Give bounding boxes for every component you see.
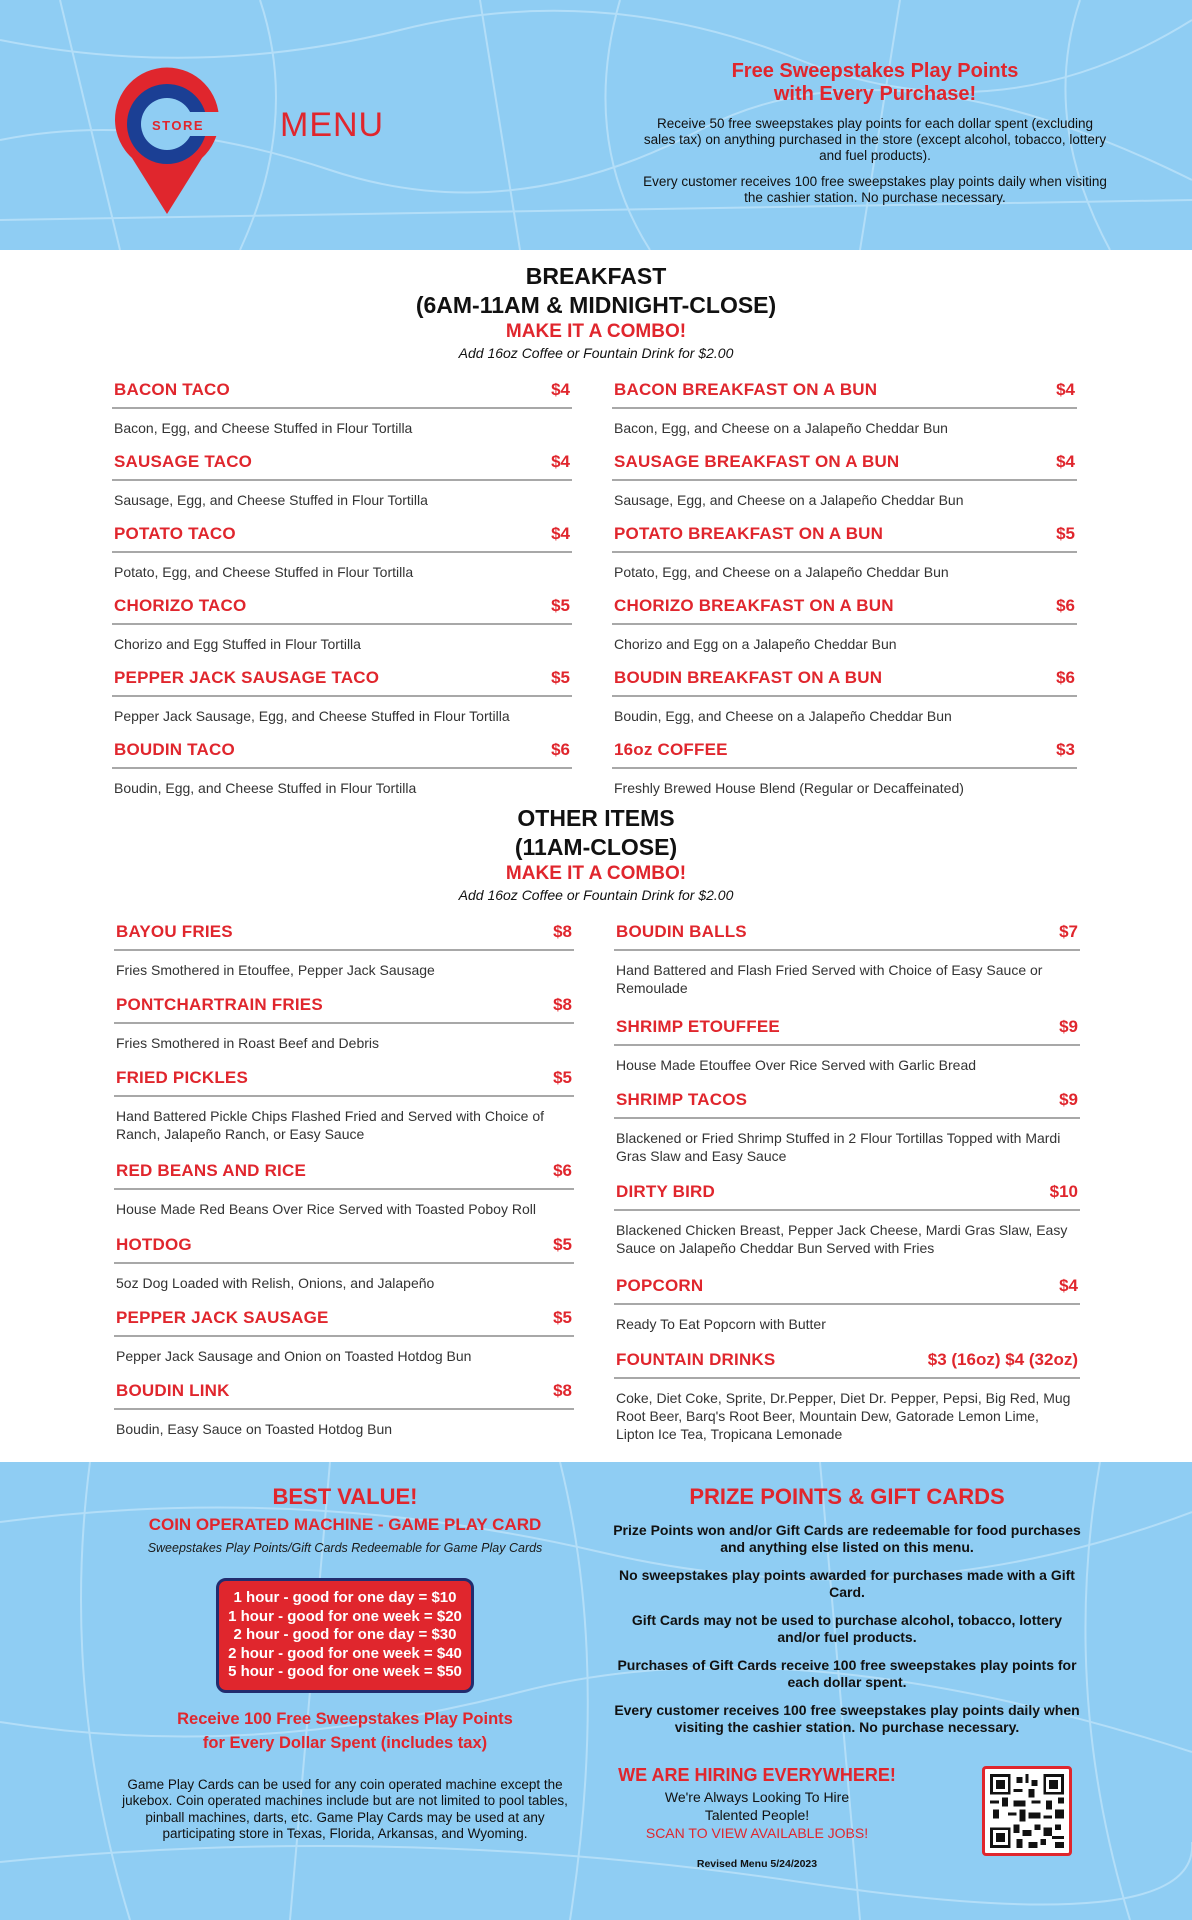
menu-item bbox=[614, 1182, 1080, 1276]
item-price: $4 bbox=[1056, 452, 1075, 471]
item-name: RED BEANS AND RICE bbox=[116, 1161, 306, 1180]
combo-heading: MAKE IT A COMBO! bbox=[505, 863, 687, 884]
item-name: POTATO BREAKFAST ON A BUN bbox=[614, 524, 884, 543]
item-name: FRIED PICKLES bbox=[116, 1068, 249, 1087]
item-price: $5 bbox=[551, 596, 570, 615]
item-price: $9 bbox=[1059, 1090, 1078, 1109]
hiring-heading: WE ARE HIRING EVERYWHERE! bbox=[618, 1765, 896, 1785]
revised-date: Revised Menu 5/24/2023 bbox=[696, 1858, 818, 1870]
item-description: Boudin, Egg, and Cheese Stuffed in Flour Tortilla bbox=[114, 780, 417, 796]
item-price: $6 bbox=[1056, 596, 1075, 615]
promo-title-line-1: Free Sweepstakes Play Points bbox=[731, 60, 1019, 82]
price-line: 1 hour - good for one week = $20 bbox=[228, 1607, 462, 1625]
item-description: Chorizo and Egg on a Jalapeño Cheddar Bun bbox=[614, 636, 897, 652]
menu-item bbox=[612, 452, 1077, 524]
menu-item bbox=[114, 1308, 574, 1381]
item-name: SHRIMP TACOS bbox=[616, 1090, 748, 1109]
prize-points-block bbox=[612, 1484, 1082, 1735]
item-description: House Made Etouffee Over Rice Served with Garlic Bread bbox=[616, 1057, 977, 1073]
item-name: FOUNTAIN DRINKS bbox=[616, 1350, 776, 1369]
item-name: SHRIMP ETOUFFEE bbox=[616, 1017, 780, 1036]
price-line: 1 hour - good for one day = $10 bbox=[233, 1589, 457, 1606]
menu-item bbox=[112, 596, 572, 668]
item-price: $3 bbox=[1056, 740, 1075, 759]
menu-item bbox=[114, 922, 574, 995]
item-price: $6 bbox=[1056, 668, 1075, 687]
menu-item bbox=[612, 668, 1077, 740]
qr-code-icon[interactable] bbox=[982, 1766, 1072, 1856]
item-name: BACON TACO bbox=[114, 380, 230, 399]
section-title: OTHER ITEMS bbox=[517, 805, 675, 831]
menu-item bbox=[112, 740, 572, 812]
other-left-column bbox=[114, 922, 574, 1454]
item-description: Pepper Jack Sausage, Egg, and Cheese Stuffed in Flour Tortilla bbox=[114, 708, 510, 724]
item-name: PONTCHARTRAIN FRIES bbox=[116, 995, 323, 1014]
item-description: Boudin, Egg, and Cheese on a Jalapeño Cheddar Bun bbox=[614, 708, 952, 724]
section-hours: (6AM-11AM & MIDNIGHT-CLOSE) bbox=[415, 292, 777, 318]
menu-item bbox=[614, 1276, 1080, 1350]
menu-item bbox=[614, 1350, 1080, 1443]
item-name: BAYOU FRIES bbox=[116, 922, 233, 941]
item-price: $9 bbox=[1059, 1017, 1078, 1036]
menu-item bbox=[614, 1017, 1080, 1090]
prize-points-text-2: No sweepstakes play points awarded for purchases made with a Gift Card. bbox=[619, 1567, 1075, 1600]
best-value-heading: BEST VALUE! bbox=[272, 1484, 418, 1509]
menu-item bbox=[114, 1381, 574, 1454]
item-price: $8 bbox=[553, 922, 572, 941]
menu-item bbox=[612, 380, 1077, 452]
c-store-logo bbox=[112, 66, 222, 216]
menu-item bbox=[114, 1161, 574, 1235]
item-description: Fries Smothered in Roast Beef and Debris bbox=[116, 1035, 380, 1051]
prize-points-text-4: Purchases of Gift Cards receive 100 free sweepstakes play points for each dollar spent. bbox=[617, 1657, 1077, 1690]
item-name: BOUDIN BALLS bbox=[616, 922, 747, 941]
logo-text: STORE bbox=[152, 118, 205, 133]
item-description: Pepper Jack Sausage and Onion on Toasted Hotdog Bun bbox=[116, 1348, 472, 1364]
menu-item bbox=[614, 1090, 1080, 1182]
item-price: $4 bbox=[1056, 380, 1075, 399]
item-description: Bacon, Egg, and Cheese on a Jalapeño Cheddar Bun bbox=[614, 420, 948, 436]
promo-title-line-2: with Every Purchase! bbox=[773, 83, 977, 105]
menu-item bbox=[612, 740, 1077, 812]
item-name: DIRTY BIRD bbox=[616, 1182, 715, 1201]
item-description: Ready To Eat Popcorn with Butter bbox=[616, 1316, 826, 1332]
hiring-text-2: Talented People! bbox=[704, 1807, 810, 1823]
game-card-terms: Game Play Cards can be used for any coin operated machine except the jukebox. Coin operated machines include but are not limited to pool tables, pinball machines, darts, etc. Game Play Cards may be used at any participating store in Texas, Florida, Arkansas, and Wyoming. bbox=[122, 1776, 568, 1841]
menu-item bbox=[112, 668, 572, 740]
price-line: 5 hour - good for one week = $50 bbox=[228, 1663, 462, 1680]
price-line: 2 hour - good for one week = $40 bbox=[228, 1644, 462, 1662]
item-name: HOTDOG bbox=[116, 1235, 192, 1254]
menu-item bbox=[112, 524, 572, 596]
item-name: BOUDIN LINK bbox=[116, 1381, 230, 1400]
coin-machine-subtitle: Sweepstakes Play Points/Gift Cards Redeemable for Game Play Cards bbox=[147, 1541, 543, 1555]
game-card-price-box bbox=[216, 1578, 474, 1693]
item-price: $10 bbox=[1049, 1182, 1078, 1201]
item-description: Hand Battered and Flash Fried Served with Choice of Easy Sauce or Remoulade bbox=[616, 962, 1043, 996]
item-name: BOUDIN TACO bbox=[114, 740, 235, 759]
menu-item bbox=[112, 452, 572, 524]
menu-item bbox=[114, 1068, 574, 1161]
menu-item bbox=[612, 596, 1077, 668]
item-price: $4 bbox=[1059, 1276, 1078, 1295]
menu-title: MENU bbox=[280, 106, 385, 144]
combo-note: Add 16oz Coffee or Fountain Drink for $2.00 bbox=[458, 887, 734, 903]
section-title: BREAKFAST bbox=[525, 263, 667, 289]
other-items-header bbox=[0, 804, 1192, 904]
scan-jobs-link[interactable]: SCAN TO VIEW AVAILABLE JOBS! bbox=[645, 1825, 869, 1841]
item-price: $4 bbox=[551, 452, 570, 471]
receive-points-line-2: for Every Dollar Spent (includes tax) bbox=[202, 1733, 488, 1752]
item-name: BOUDIN BREAKFAST ON A BUN bbox=[614, 668, 883, 687]
prize-points-text-3: Gift Cards may not be used to purchase alcohol, tobacco, lottery and/or fuel products. bbox=[631, 1612, 1063, 1645]
item-name: CHORIZO BREAKFAST ON A BUN bbox=[614, 596, 894, 615]
item-price: $4 bbox=[551, 524, 570, 543]
receive-points-line-1: Receive 100 Free Sweepstakes Play Points bbox=[177, 1709, 513, 1728]
coin-machine-heading: COIN OPERATED MACHINE - GAME PLAY CARD bbox=[148, 1515, 542, 1534]
promo-text-1: Receive 50 free sweepstakes play points for each dollar spent (excluding sales tax) on anything purchased in the store (except alcohol, tobacco, lottery and fuel products). bbox=[643, 116, 1107, 163]
game-play-card-block bbox=[110, 1484, 580, 1843]
item-description: Potato, Egg, and Cheese Stuffed in Flour Tortilla bbox=[114, 564, 414, 580]
hiring-block bbox=[612, 1764, 902, 1870]
item-price: $6 bbox=[551, 740, 570, 759]
item-description: Sausage, Egg, and Cheese Stuffed in Flour Tortilla bbox=[114, 492, 428, 508]
item-name: SAUSAGE TACO bbox=[114, 452, 253, 471]
item-price: $5 bbox=[553, 1308, 572, 1327]
item-name: CHORIZO TACO bbox=[114, 596, 247, 615]
header-banner bbox=[0, 0, 1192, 250]
item-name: POTATO TACO bbox=[114, 524, 236, 543]
item-price: $4 bbox=[551, 380, 570, 399]
item-description: Coke, Diet Coke, Sprite, Dr.Pepper, Diet Dr. Pepper, Pepsi, Big Red, Mug Root Beer, Barq's Root Beer, Mountain Dew, Gatorade Lemon Lime, Lipton Ice Tea, Tropicana Lemonade bbox=[616, 1390, 1071, 1442]
prize-points-heading: PRIZE POINTS & GIFT CARDS bbox=[689, 1484, 1005, 1509]
item-price: $5 bbox=[1056, 524, 1075, 543]
breakfast-right-column bbox=[612, 380, 1077, 812]
item-description: House Made Red Beans Over Rice Served with Toasted Poboy Roll bbox=[116, 1201, 536, 1217]
item-description: Potato, Egg, and Cheese on a Jalapeño Cheddar Bun bbox=[614, 564, 949, 580]
promo-text-2: Every customer receives 100 free sweepstakes play points daily when visiting the cashier station. No purchase necessary. bbox=[643, 174, 1107, 205]
item-name: POPCORN bbox=[616, 1276, 704, 1295]
item-description: Boudin, Easy Sauce on Toasted Hotdog Bun bbox=[116, 1421, 393, 1437]
item-price: $6 bbox=[553, 1161, 572, 1180]
other-right-column bbox=[614, 922, 1080, 1443]
section-hours: (11AM-CLOSE) bbox=[514, 834, 678, 860]
item-description: Blackened Chicken Breast, Pepper Jack Cheese, Mardi Gras Slaw, Easy Sauce on Jalapeño Cheddar Bun Served with Fries bbox=[616, 1222, 1068, 1256]
footer-banner bbox=[0, 1462, 1192, 1920]
prize-points-text-1: Prize Points won and/or Gift Cards are redeemable for food purchases and anything else listed on this menu. bbox=[613, 1522, 1081, 1555]
item-description: Freshly Brewed House Blend (Regular or Decaffeinated) bbox=[614, 780, 964, 796]
combo-heading: MAKE IT A COMBO! bbox=[505, 321, 687, 342]
item-description: Fries Smothered in Etouffee, Pepper Jack Sausage bbox=[116, 962, 435, 978]
item-description: Chorizo and Egg Stuffed in Flour Tortilla bbox=[114, 636, 361, 652]
item-price: $7 bbox=[1059, 922, 1078, 941]
price-line: 2 hour - good for one day = $30 bbox=[233, 1626, 457, 1643]
menu-item bbox=[612, 524, 1077, 596]
menu-item bbox=[614, 922, 1080, 1017]
item-price: $5 bbox=[553, 1068, 572, 1087]
hiring-text-1: We're Always Looking To Hire bbox=[664, 1789, 850, 1805]
menu-item bbox=[112, 380, 572, 452]
item-name: SAUSAGE BREAKFAST ON A BUN bbox=[614, 452, 900, 471]
combo-note: Add 16oz Coffee or Fountain Drink for $2.00 bbox=[458, 345, 734, 361]
menu-item bbox=[114, 995, 574, 1068]
item-price: $5 bbox=[553, 1235, 572, 1254]
item-price: $3 (16oz) $4 (32oz) bbox=[927, 1350, 1078, 1369]
promo-block bbox=[640, 60, 1110, 206]
item-name: 16oz COFFEE bbox=[614, 740, 728, 759]
item-name: PEPPER JACK SAUSAGE TACO bbox=[114, 668, 380, 687]
item-name: PEPPER JACK SAUSAGE bbox=[116, 1308, 329, 1327]
breakfast-header bbox=[0, 262, 1192, 362]
item-name: BACON BREAKFAST ON A BUN bbox=[614, 380, 878, 399]
item-description: 5oz Dog Loaded with Relish, Onions, and Jalapeño bbox=[116, 1275, 435, 1291]
item-price: $5 bbox=[551, 668, 570, 687]
item-description: Hand Battered Pickle Chips Flashed Fried and Served with Choice of Ranch, Jalapeño Ranch, or Easy Sauce bbox=[116, 1108, 544, 1142]
item-price: $8 bbox=[553, 1381, 572, 1400]
prize-points-text-5: Every customer receives 100 free sweepstakes play points daily when visiting the cashier station. No purchase necessary. bbox=[614, 1702, 1080, 1735]
item-description: Bacon, Egg, and Cheese Stuffed in Flour Tortilla bbox=[114, 420, 413, 436]
menu-item bbox=[114, 1235, 574, 1308]
item-description: Sausage, Egg, and Cheese on a Jalapeño Cheddar Bun bbox=[614, 492, 964, 508]
item-price: $8 bbox=[553, 995, 572, 1014]
breakfast-left-column bbox=[112, 380, 572, 812]
item-description: Blackened or Fried Shrimp Stuffed in 2 Flour Tortillas Topped with Mardi Gras Slaw and Easy Sauce bbox=[616, 1130, 1061, 1164]
